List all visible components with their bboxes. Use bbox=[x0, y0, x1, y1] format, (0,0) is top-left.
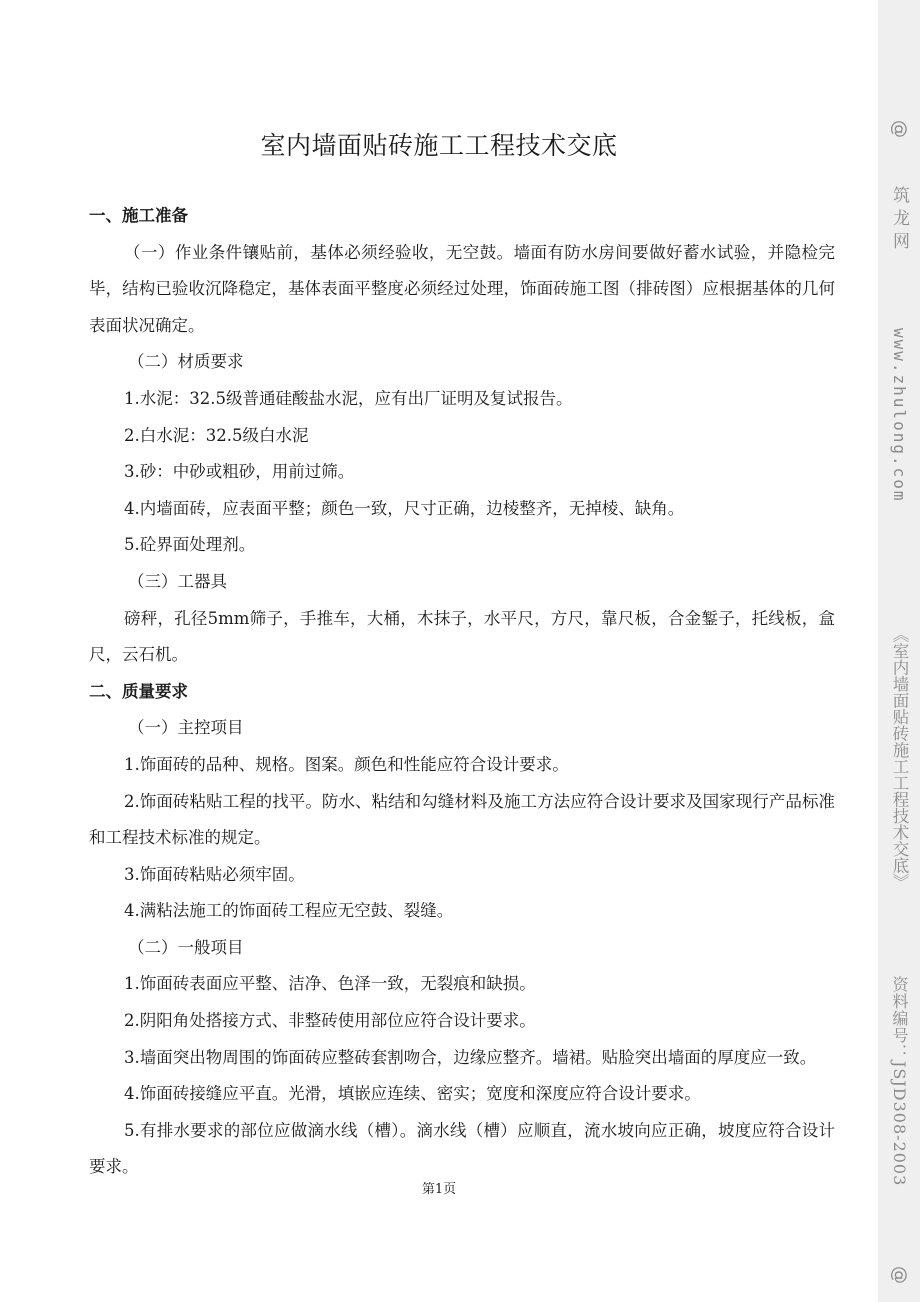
subsection-heading: （二）材质要求 bbox=[128, 352, 244, 372]
subsection-heading: （一）主控项目 bbox=[128, 718, 244, 738]
document-body bbox=[89, 198, 835, 1186]
body-paragraph: 5.有排水要求的部位应做滴水线（槽）。滴水线（槽）应顺直，流水坡向应正确，坡度应符合设计要求。 bbox=[89, 1120, 835, 1177]
body-paragraph: 1.饰面砖的品种、规格。图案。颜色和性能应符合设计要求。 bbox=[124, 754, 569, 774]
at-sign-bottom-icon: @ bbox=[889, 1266, 910, 1284]
sidebar-doc-code: 资料编号：JSJD308-2003 bbox=[890, 976, 909, 1187]
sidebar-site-name: 筑龙网 bbox=[889, 186, 909, 255]
sidebar-url[interactable]: www.zhulong.com bbox=[890, 328, 909, 503]
sidebar-strip bbox=[878, 0, 920, 1302]
section-heading: 一、施工准备 bbox=[89, 206, 188, 225]
body-paragraph: 4.满粘法施工的饰面砖工程应无空鼓、裂缝。 bbox=[124, 901, 454, 921]
body-paragraph: 5.砼界面处理剂。 bbox=[124, 535, 256, 555]
body-paragraph: 1.水泥：32.5级普通硅酸盐水泥，应有出厂证明及复试报告。 bbox=[124, 388, 573, 408]
section-heading: 二、质量要求 bbox=[89, 681, 188, 701]
page-number: 第1页 bbox=[421, 1182, 457, 1197]
body-paragraph: 2.饰面砖粘贴工程的找平。防水、粘结和勾缝材料及施工方法应符合设计要求及国家现行产品标准和工程技术标准的规定。 bbox=[89, 791, 835, 848]
document-title: 室内墙面贴砖施工工程技术交底 bbox=[260, 131, 618, 160]
body-paragraph: 3.饰面砖粘贴必须牢固。 bbox=[124, 864, 305, 884]
body-paragraph: 1.饰面砖表面应平整、洁净、色泽一致，无裂痕和缺损。 bbox=[124, 974, 536, 994]
body-paragraph: 3.砂：中砂或粗砂，用前过筛。 bbox=[124, 462, 355, 482]
body-paragraph: （一）作业条件镶贴前，基体必须经验收，无空鼓。墙面有防水房间要做好蓄水试验，并隐检完毕，结构已验收沉降稳定，基体表面平整度必须经过处理，饰面砖施工图（排砖图）应根据基体的几何表面状况确定。 bbox=[89, 242, 835, 335]
body-paragraph: 2.阴阳角处搭接方式、非整砖使用部位应符合设计要求。 bbox=[124, 1011, 536, 1031]
body-paragraph: 2.白水泥：32.5级白水泥 bbox=[124, 425, 309, 445]
body-paragraph: 4.内墙面砖，应表面平整；颜色一致，尺寸正确，边棱整齐，无掉棱、缺角。 bbox=[124, 498, 685, 518]
body-paragraph: 磅秤，孔径5mm筛子，手推车，大桶，木抹子，水平尺，方尺，靠尺板，合金錾子，托线板，盒尺，云石机。 bbox=[89, 608, 835, 665]
subsection-heading: （二）一般项目 bbox=[128, 937, 244, 957]
body-paragraph: 4.饰面砖接缝应平直。光滑，填嵌应连续、密实；宽度和深度应符合设计要求。 bbox=[124, 1084, 701, 1104]
body-paragraph: 3.墙面突出物周围的饰面砖应整砖套割吻合，边缘应整齐。墙裙。贴脸突出墙面的厚度应一致。 bbox=[124, 1047, 817, 1067]
subsection-heading: （三）工器具 bbox=[128, 571, 227, 591]
sidebar-doc-title: 《室内墙面贴砖施工工程技术交底》 bbox=[890, 626, 909, 890]
at-sign-top-icon: @ bbox=[889, 120, 910, 138]
